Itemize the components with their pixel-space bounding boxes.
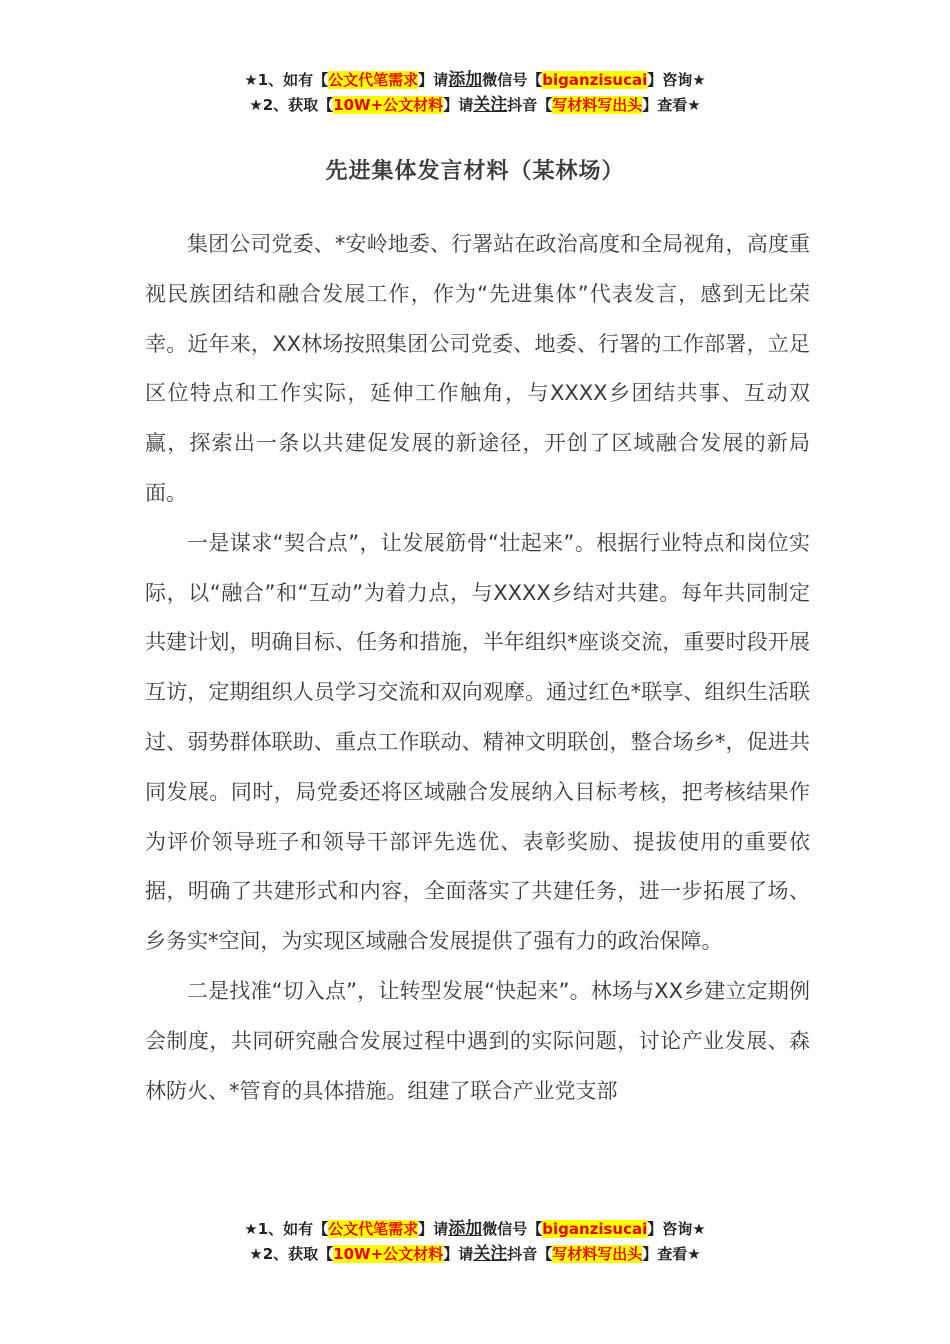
promo-line-1: ★1、如有【公文代笔需求】请添加微信号【biganzisucai】咨询★ [244,70,706,90]
wechat-id: biganzisucai [542,71,648,89]
promo-line-2: ★2、获取【10W+公文材料】请关注抖音【写材料写出头】查看★ [249,1244,701,1264]
paragraph-intro: 集团公司党委、*安岭地委、行署站在政治高度和全局视角，高度重视民族团结和融合发展工作，作为“先进集体”代表发言，感到无比荣幸。近年来，XX林场按照集团公司党委、地委、行署的工作部署，立足区位特点和工作实际，延伸工作触角，与XXXX乡团结共事、互动双赢，探索出一条以共建促发展的新途径，开创了区域融合发展的新局面。 [145,232,810,505]
promo-line-1: ★1、如有【公文代笔需求】请添加微信号【biganzisucai】咨询★ [244,1219,706,1239]
douyin-account: 写材料写出头 [552,96,643,114]
document-title: 先进集体发言材料（某林场） [325,159,625,184]
promo-highlight: 公文代笔需求 [328,71,419,89]
promo-banner-top [0,68,950,118]
paragraph-point-1: 一是谋求“契合点”，让发展筋骨“壮起来”。根据行业特点和岗位实际，以“融合”和“互动”为着力点，与XXXX乡结对共建。每年共同制定共建计划，明确目标、任务和措施，半年组织*座谈交流，重要时段开展互访，定期组织人员学习交流和双向观摩。通过红色*联享、组织生活联过、弱势群体联助、重点工作联动、精神文明联创，整合场乡*，促进共同发展。同时，局党委还将区域融合发展纳入目标考核，把考核结果作为评价领导班子和领导干部评先选优、表彰奖励、提拔使用的重要依据，明确了共建形式和内容，全面落实了共建任务，进一步拓展了场、乡务实*空间，为实现区域融合发展提供了强有力的政治保障。 [145,530,810,954]
promo-banner-bottom [0,1217,950,1267]
paragraph-point-2: 二是找准“切入点”，让转型发展“快起来”。林场与XX乡建立定期例会制度，共同研究融合发展过程中遇到的实际问题，讨论产业发展、森林防火、*管育的具体措施。组建了联合产业党支部 [145,978,810,1103]
promo-line-2: ★2、获取【10W+公文材料】请关注抖音【写材料写出头】查看★ [249,95,701,115]
douyin-account: 写材料写出头 [552,1245,643,1263]
wechat-id: biganzisucai [542,1220,648,1238]
document-body [145,220,810,1116]
promo-highlight: 10W+公文材料 [333,96,444,114]
promo-highlight: 公文代笔需求 [328,1220,419,1238]
promo-highlight: 10W+公文材料 [333,1245,444,1263]
